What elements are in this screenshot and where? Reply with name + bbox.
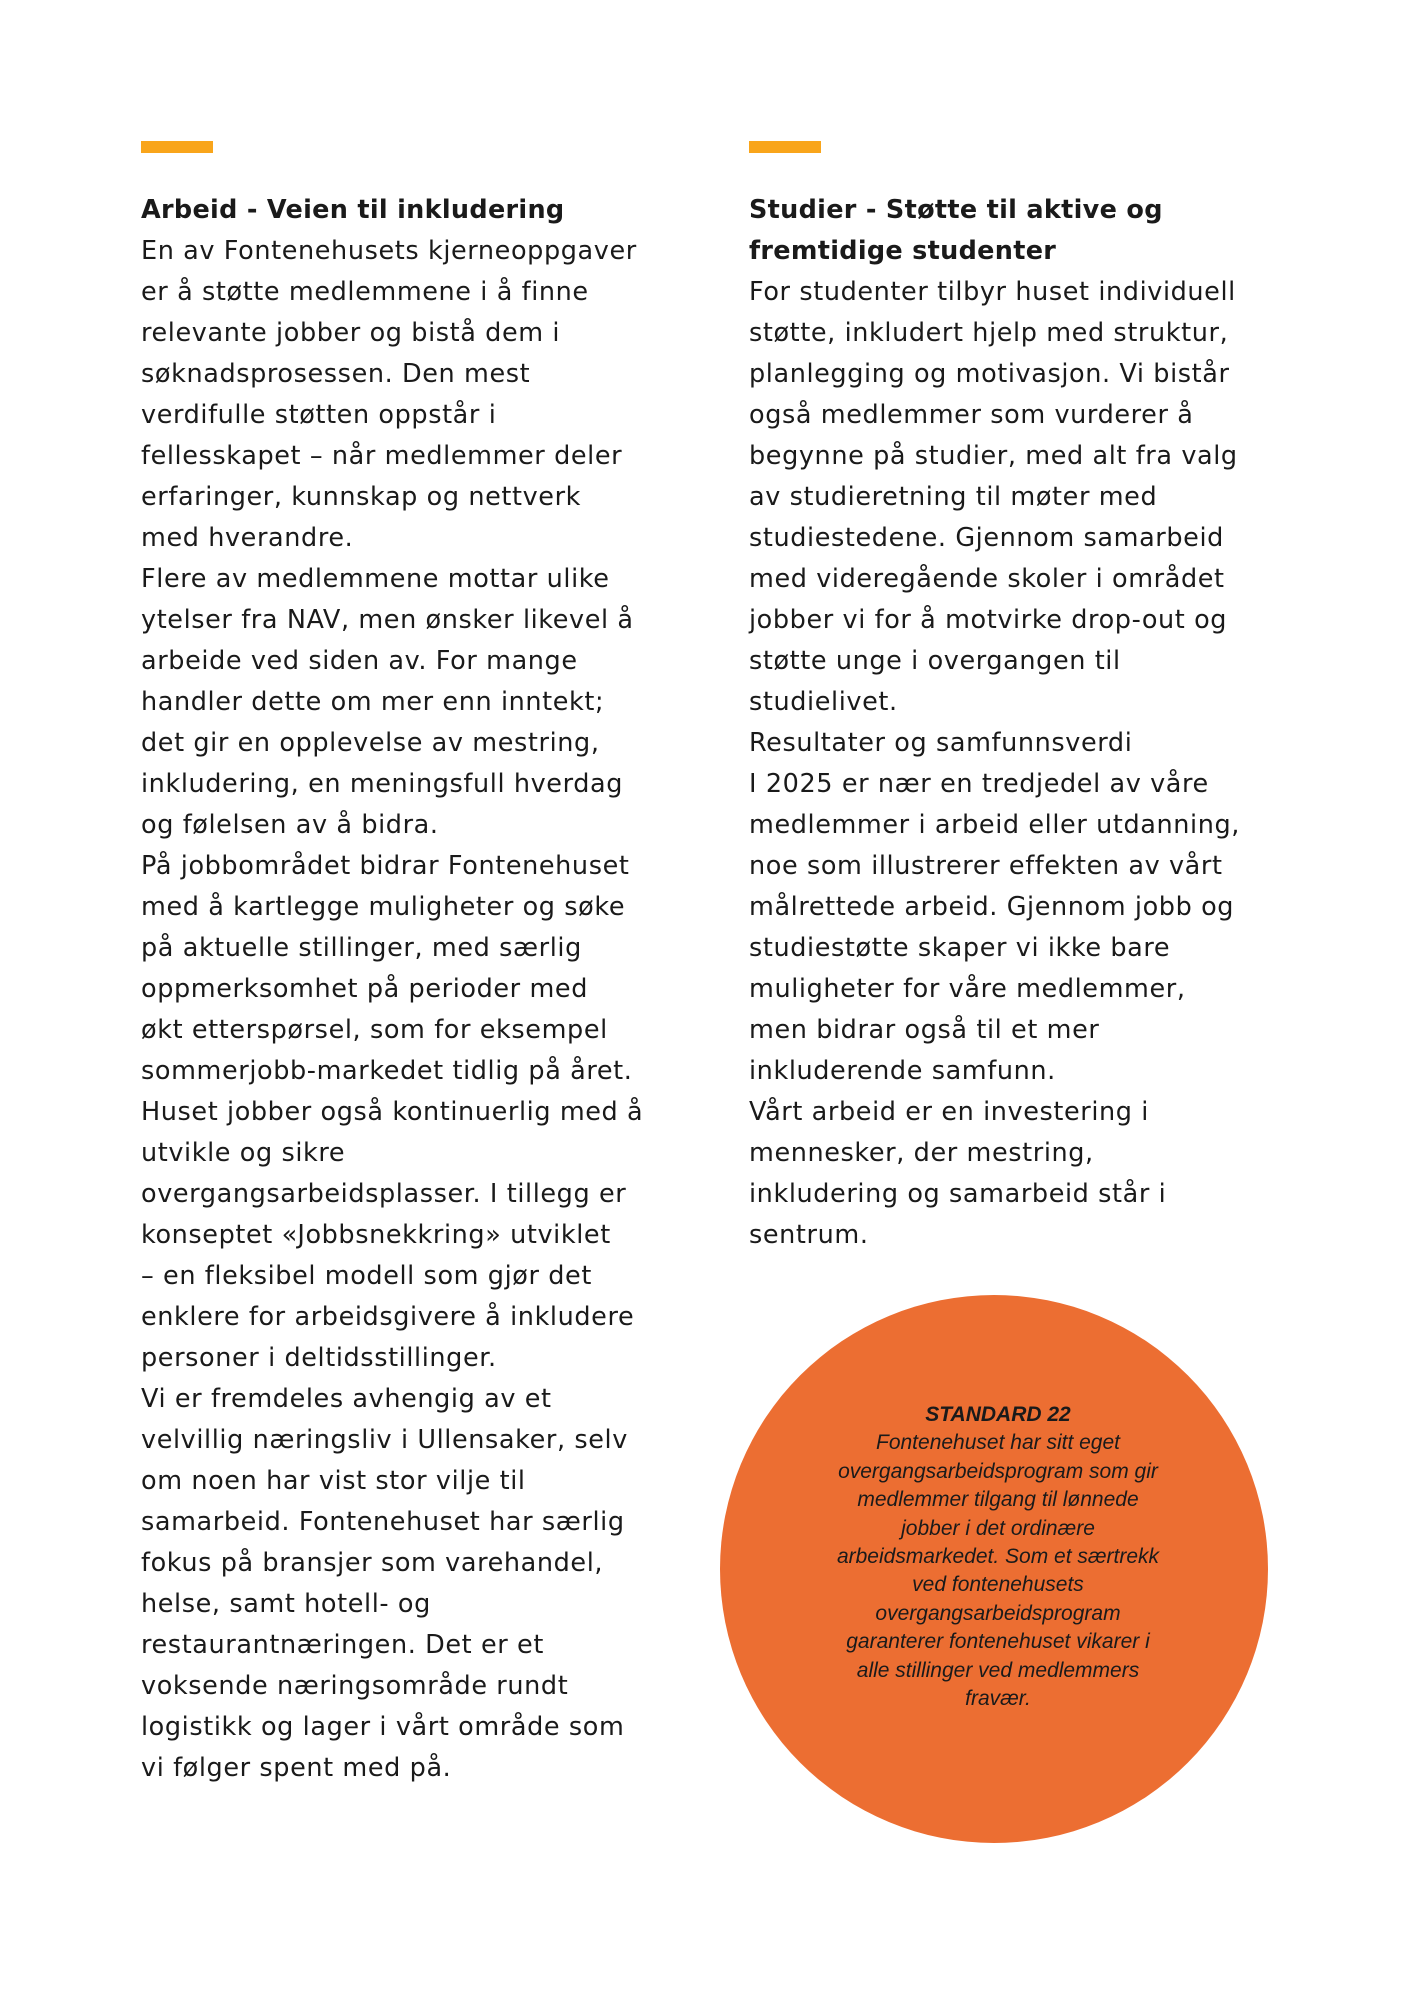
accent-bar-right bbox=[749, 141, 821, 153]
standard-title: STANDARD 22 bbox=[925, 1403, 1071, 1426]
standard-body: Fontenehuset har sitt eget overgangsarbeidsprogram som gir medlemmer tilgang til lønnede jobber i det ordinære arbeidsmarkedet. Som et særtrekk ved fontenehusets overgangsarbeidsprogram garanterer fontenehuset vikarer i alle stillinger ved medlemmers fravær. bbox=[836, 1431, 1160, 1711]
section-heading-arbeid: Arbeid - Veien til inkludering bbox=[141, 195, 565, 225]
paragraph: Flere av medlemmene mottar ulike ytelser fra NAV, men ønsker likevel å arbeide ved siden av. For mange handler dette om mer enn inntekt; det gir en opplevelse av mestring, inkludering, en meningsfull hverdag og følelsen av å bidra. bbox=[141, 564, 634, 840]
section-heading-studier: Studier - Støtte til aktive og fremtidige studenter bbox=[749, 195, 1163, 266]
paragraph: En av Fontenehusets kjerneoppgaver er å støtte medlemmene i å finne relevante jobber og bistå dem i søknadsprosessen. Den mest verdifulle støtten oppstår i fellesskapet – når medlemmer deler erfaringer, kunnskap og nettverk med hverandre. bbox=[141, 236, 637, 553]
left-column bbox=[141, 190, 681, 1789]
accent-bar-left bbox=[141, 141, 213, 153]
right-column bbox=[749, 190, 1284, 1256]
paragraph: På jobbområdet bidrar Fontenehuset med å kartlegge muligheter og søke på aktuelle stillinger, med særlig oppmerksomhet på perioder med økt etterspørsel, som for eksempel sommerjobb-markedet tidlig på året. Huset jobber også kontinuerlig med å utvikle og sikre overgangsarbeidsplasser. I tillegg er konseptet «Jobbsnekkring» utviklet – en fleksibel modell som gjør det enklere for arbeidsgivere å inkludere personer i deltidsstillinger. bbox=[141, 851, 644, 1373]
standard-callout bbox=[786, 1401, 1210, 1713]
paragraph: I 2025 er nær en tredjedel av våre medlemmer i arbeid eller utdanning, noe som illustrerer effekten av vårt målrettede arbeid. Gjennom jobb og studiestøtte skaper vi ikke bare muligheter for våre medlemmer, men bidrar også til et mer inkluderende samfunn. bbox=[749, 769, 1240, 1086]
paragraph: Vi er fremdeles avhengig av et velvillig næringsliv i Ullensaker, selv om noen har vist stor vilje til samarbeid. Fontenehuset har særlig fokus på bransjer som varehandel, helse, samt hotell- og restaurantnæringen. Det er et voksende næringsområde rundt logistikk og lager i vårt område som vi følger spent med på. bbox=[141, 1384, 628, 1783]
subheading-resultater: Resultater og samfunnsverdi bbox=[749, 728, 1133, 758]
paragraph: For studenter tilbyr huset individuell støtte, inkludert hjelp med struktur, planlegging og motivasjon. Vi bistår også medlemmer som vurderer å begynne på studier, med alt fra valg av studieretning til møter med studiestedene. Gjennom samarbeid med videregående skoler i området jobber vi for å motvirke drop-out og støtte unge i overgangen til studielivet. bbox=[749, 277, 1238, 717]
paragraph: Vårt arbeid er en investering i mennesker, der mestring, inkludering og samarbeid står i sentrum. bbox=[749, 1097, 1167, 1250]
